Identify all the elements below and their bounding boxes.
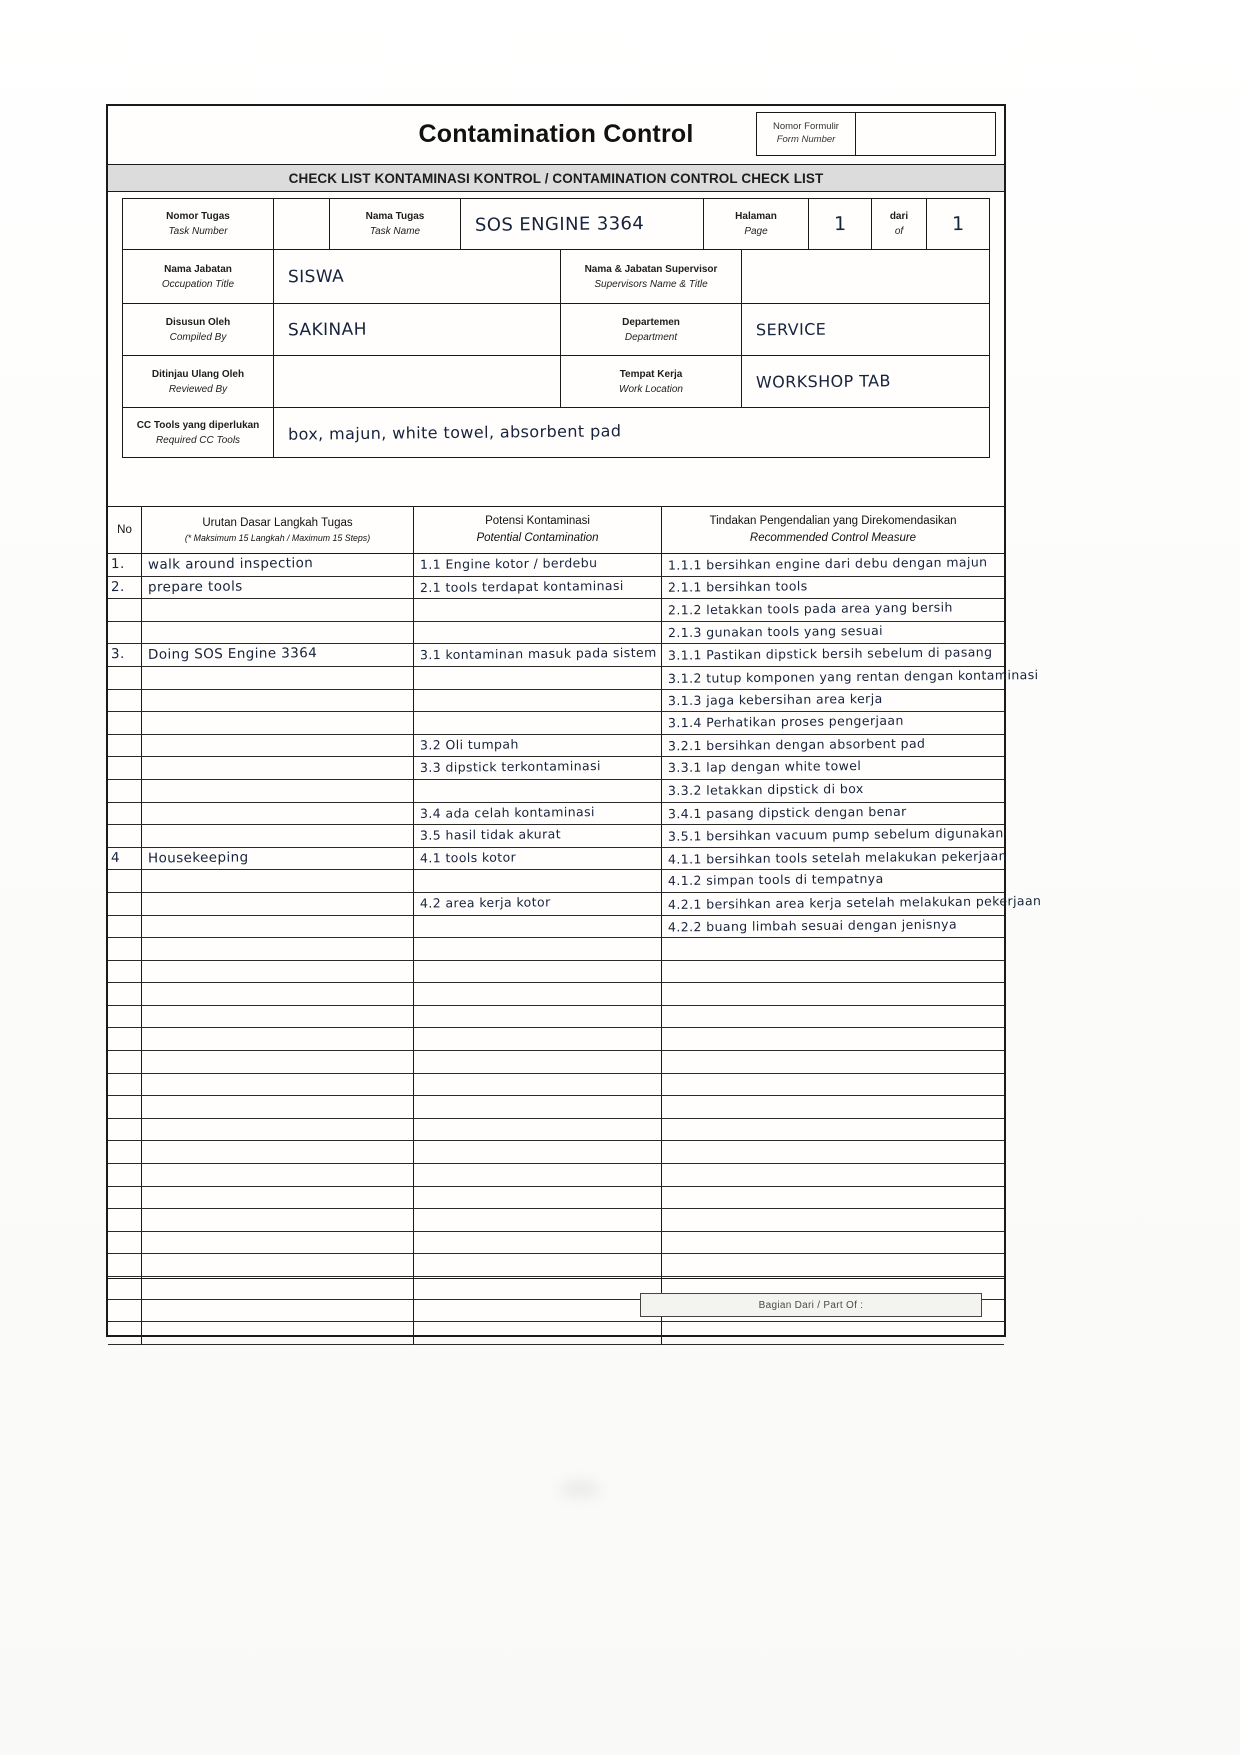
cell-measure[interactable]: [662, 961, 1004, 984]
cell-contamination[interactable]: [414, 1254, 662, 1277]
page-of-label: dari of: [872, 199, 927, 249]
cell-contamination[interactable]: [414, 644, 662, 667]
header-measure: Tindakan Pengendalian yang Direkomendasikan Recommended Control Measure: [709, 515, 957, 544]
cell-no[interactable]: [108, 577, 142, 600]
cell-contamination[interactable]: [414, 1141, 662, 1164]
header-contamination: Potensi Kontaminasi Potential Contamination: [414, 507, 662, 553]
cell-measure[interactable]: [662, 644, 1004, 667]
table-header-row: [108, 507, 1004, 554]
table-row: [108, 1141, 1004, 1164]
cell-step[interactable]: [142, 893, 414, 916]
cell-no[interactable]: [108, 735, 142, 758]
department-value[interactable]: SERVICE: [755, 319, 827, 340]
cell-step[interactable]: [142, 1096, 414, 1119]
cell-no[interactable]: [108, 893, 142, 916]
cell-no[interactable]: [108, 1096, 142, 1119]
work-location-value[interactable]: WORKSHOP TAB: [755, 371, 891, 392]
table-row: [108, 1096, 1004, 1119]
page-label: Halaman Page: [704, 199, 809, 249]
cell-no[interactable]: [108, 554, 142, 577]
cell-measure[interactable]: [662, 712, 1004, 735]
cell-step[interactable]: [142, 803, 414, 826]
cell-no-text: 3.: [110, 646, 125, 663]
cell-measure[interactable]: [662, 757, 1004, 780]
cell-measure[interactable]: [662, 1187, 1004, 1210]
page-title: Contamination Control: [418, 120, 694, 148]
table-row: [108, 847, 1007, 871]
cell-contamination[interactable]: [414, 690, 662, 713]
cell-measure[interactable]: [662, 1232, 1004, 1255]
compiled-row: [122, 304, 990, 356]
cell-step[interactable]: [142, 712, 414, 735]
compiled-by-value[interactable]: SAKINAH: [274, 304, 561, 355]
cell-measure-text: 3.1.1 Pastikan dipstick bersih sebelum di pasang: [667, 644, 993, 664]
cell-contamination-text: 2.1 tools terdapat kontaminasi: [419, 577, 624, 595]
required-tools-row: [122, 408, 990, 458]
cell-contamination[interactable]: [414, 599, 662, 622]
cell-step[interactable]: [142, 1164, 414, 1187]
cell-contamination[interactable]: [414, 712, 662, 735]
cell-no-text: 2.: [110, 578, 125, 595]
cell-no[interactable]: [108, 780, 142, 803]
cell-contamination[interactable]: [414, 848, 662, 871]
table-row: [108, 1254, 1004, 1277]
table-body: [108, 554, 1042, 1345]
cell-contamination-text: 3.2 Oli tumpah: [419, 736, 519, 753]
header-no: No: [108, 507, 142, 553]
cell-measure[interactable]: [662, 1209, 1004, 1232]
cell-no[interactable]: [108, 983, 142, 1006]
cell-no[interactable]: [108, 1141, 142, 1164]
cell-measure-text: 3.1.4 Perhatikan proses pengerjaan: [667, 712, 904, 731]
cell-no[interactable]: [108, 1006, 142, 1029]
cell-no[interactable]: [108, 961, 142, 984]
cell-contamination[interactable]: [414, 916, 662, 939]
cell-step[interactable]: [142, 961, 414, 984]
cell-measure[interactable]: [662, 690, 1004, 713]
cell-contamination[interactable]: [414, 667, 662, 690]
cell-measure[interactable]: [662, 599, 1004, 622]
page-current-value[interactable]: 1: [809, 199, 872, 249]
cell-measure[interactable]: [662, 825, 1004, 848]
form-number-label-en: Form Number: [776, 134, 836, 145]
cell-contamination-text: 4.1 tools kotor: [419, 849, 517, 866]
cell-step-text: Doing SOS Engine 3364: [147, 645, 318, 664]
cell-measure[interactable]: [662, 1164, 1004, 1187]
table-row: [108, 690, 1004, 713]
reviewed-by-value[interactable]: [274, 356, 561, 407]
cell-measure[interactable]: [662, 803, 1004, 826]
cell-step[interactable]: [142, 757, 414, 780]
cell-no[interactable]: [108, 644, 142, 667]
supervisor-label: Nama & Jabatan Supervisor Supervisors Name & Title: [561, 250, 742, 303]
cell-step[interactable]: [142, 1051, 414, 1074]
cell-contamination-text: 3.1 kontaminan masuk pada sistem: [419, 645, 657, 663]
table-row: [108, 577, 1004, 600]
task-name-value[interactable]: SOS ENGINE 3364: [461, 199, 704, 249]
cell-no[interactable]: [108, 1232, 142, 1255]
part-of-note: Bagian Dari / Part Of :: [640, 1293, 982, 1317]
cell-contamination[interactable]: [414, 1119, 662, 1142]
cell-no[interactable]: [108, 870, 142, 893]
cell-contamination[interactable]: [414, 1074, 662, 1097]
cell-contamination[interactable]: [414, 938, 662, 961]
cell-measure-text: 3.1.3 jaga kebersihan area kerja: [667, 690, 883, 708]
cell-step[interactable]: [142, 577, 414, 600]
occupation-label: Nama Jabatan Occupation Title: [123, 250, 274, 303]
table-row: [108, 938, 1004, 961]
cell-step[interactable]: [142, 1006, 414, 1029]
cell-contamination-text: 3.5 hasil tidak akurat: [419, 826, 562, 843]
cell-measure[interactable]: [662, 554, 1004, 577]
cell-no[interactable]: [108, 1164, 142, 1187]
cell-measure-text: 4.2.2 buang limbah sesuai dengan jenisnya: [667, 915, 958, 935]
cell-contamination[interactable]: [414, 1209, 662, 1232]
cell-step[interactable]: [142, 870, 414, 893]
table-row: [108, 803, 1004, 826]
cell-measure-text: 4.1.1 bersihkan tools setelah melakukan pekerjaan: [667, 847, 1007, 867]
work-location-label: Tempat Kerja Work Location: [561, 356, 742, 407]
cell-no[interactable]: [108, 1051, 142, 1074]
cell-step[interactable]: [142, 690, 414, 713]
cell-no[interactable]: [108, 712, 142, 735]
cell-measure-text: 2.1.2 letakkan tools pada area yang bersih: [667, 599, 953, 618]
cell-contamination[interactable]: [414, 870, 662, 893]
cell-step[interactable]: [142, 1254, 414, 1277]
required-tools-label: CC Tools yang diperlukan Required CC Tools: [123, 408, 274, 457]
cell-step[interactable]: [142, 1074, 414, 1097]
cell-measure-text: 4.2.1 bersihkan area kerja setelah melakukan pekerjaan: [667, 892, 1042, 912]
cell-no[interactable]: [108, 1209, 142, 1232]
table-row: [108, 1074, 1004, 1097]
cell-no[interactable]: [108, 1028, 142, 1051]
cell-measure[interactable]: [662, 1141, 1004, 1164]
cell-measure[interactable]: [662, 1006, 1004, 1029]
cell-measure[interactable]: [662, 1119, 1004, 1142]
cell-measure[interactable]: [662, 983, 1004, 1006]
table-row: [108, 1119, 1004, 1142]
checklist-table: [108, 506, 1042, 1345]
cell-measure[interactable]: [662, 735, 1004, 758]
form-number-label: [757, 113, 856, 155]
cell-contamination-text: 3.3 dipstick terkontaminasi: [419, 758, 601, 776]
cell-measure-text: 2.1.3 gunakan tools yang sesuai: [667, 622, 884, 640]
cell-contamination[interactable]: [414, 983, 662, 1006]
cell-contamination[interactable]: [414, 1006, 662, 1029]
cell-measure-text: 2.1.1 bersihkan tools: [667, 577, 808, 595]
table-row: [108, 780, 1004, 803]
cell-step[interactable]: [142, 667, 414, 690]
cell-contamination[interactable]: [414, 1028, 662, 1051]
table-row: [108, 916, 1004, 939]
table-row: [108, 599, 1004, 622]
info-bands: [108, 198, 1004, 458]
cell-step[interactable]: [142, 1028, 414, 1051]
table-row: [108, 1006, 1004, 1029]
task-name-label: Nama Tugas Task Name: [330, 199, 461, 249]
cell-measure[interactable]: [662, 1028, 1004, 1051]
cell-no-text: 1.: [110, 555, 125, 573]
cell-step[interactable]: [142, 938, 414, 961]
table-row: [108, 554, 1004, 577]
cell-contamination[interactable]: [414, 961, 662, 984]
cell-step[interactable]: [142, 916, 414, 939]
task-number-label: Nomor Tugas Task Number: [123, 199, 274, 249]
cell-no-text: 4: [110, 849, 121, 866]
cell-no[interactable]: [108, 599, 142, 622]
cell-step-text: Housekeeping: [147, 849, 249, 867]
cell-no[interactable]: [108, 1187, 142, 1210]
cell-measure-text: 3.3.2 letakkan dipstick di box: [667, 780, 864, 798]
cell-contamination[interactable]: [414, 1051, 662, 1074]
cell-no[interactable]: [108, 622, 142, 645]
page-total-value[interactable]: 1: [951, 212, 965, 236]
cell-no[interactable]: [108, 690, 142, 713]
cell-contamination[interactable]: [414, 893, 662, 916]
table-row: [108, 892, 1042, 916]
table-row: [108, 1232, 1004, 1255]
cell-step[interactable]: [142, 644, 414, 667]
table-row: [108, 757, 1004, 780]
cell-measure-text: 4.1.2 simpan tools di tempatnya: [667, 871, 884, 889]
table-row: [108, 712, 1004, 735]
cell-step[interactable]: [142, 735, 414, 758]
cell-no[interactable]: [108, 848, 142, 871]
cell-measure[interactable]: [662, 1074, 1004, 1097]
task-row: [122, 198, 990, 250]
cell-no[interactable]: [108, 803, 142, 826]
cell-contamination-text: 4.2 area kerja kotor: [419, 894, 551, 911]
cell-measure[interactable]: [662, 1096, 1004, 1119]
cell-contamination[interactable]: [414, 1164, 662, 1187]
supervisor-value[interactable]: [742, 250, 989, 303]
cell-step[interactable]: [142, 1119, 414, 1142]
reviewed-row: [122, 356, 990, 408]
cell-measure[interactable]: [662, 577, 1004, 600]
cell-measure-text: 3.4.1 pasang dipstick dengan benar: [667, 803, 907, 821]
cell-contamination-text: 1.1 Engine kotor / berdebu: [419, 555, 598, 572]
cell-measure[interactable]: [662, 892, 1042, 916]
cell-measure[interactable]: [662, 1051, 1004, 1074]
cell-step[interactable]: [142, 983, 414, 1006]
table-row: [108, 1164, 1004, 1187]
cell-step[interactable]: [142, 554, 414, 577]
reviewed-by-label: Ditinjau Ulang Oleh Reviewed By: [123, 356, 274, 407]
department-label: Departemen Department: [561, 304, 742, 355]
cell-no[interactable]: [108, 1254, 142, 1277]
table-row: [108, 1051, 1004, 1074]
cell-measure-text: 3.1.2 tutup komponen yang rentan dengan kontaminasi: [667, 667, 1039, 686]
cell-measure-text: 3.3.1 lap dengan white towel: [667, 758, 862, 776]
cell-measure[interactable]: [662, 870, 1004, 893]
cell-contamination[interactable]: [414, 757, 662, 780]
cell-measure[interactable]: [662, 622, 1004, 645]
cell-contamination[interactable]: [414, 1232, 662, 1255]
cell-measure-text: 3.2.1 bersihkan dengan absorbent pad: [667, 735, 926, 754]
occupation-row: [122, 250, 990, 304]
cell-measure[interactable]: [662, 938, 1004, 961]
table-row: [108, 735, 1004, 758]
cell-no[interactable]: [108, 825, 142, 848]
table-row: [108, 622, 1004, 645]
table-row: [108, 961, 1004, 984]
cell-contamination[interactable]: [414, 735, 662, 758]
table-row: [108, 667, 1039, 690]
cell-no[interactable]: [108, 916, 142, 939]
cell-step[interactable]: [142, 1209, 414, 1232]
cell-measure[interactable]: [662, 916, 1004, 939]
required-tools-value[interactable]: box, majun, white towel, absorbent pad: [287, 421, 622, 444]
cell-step[interactable]: [142, 848, 414, 871]
cell-measure-text: 3.5.1 bersihkan vacuum pump sebelum digunakan: [667, 825, 1004, 844]
title-row: [108, 106, 1004, 165]
cell-contamination[interactable]: [414, 577, 662, 600]
cell-no[interactable]: [108, 938, 142, 961]
table-row: [108, 983, 1004, 1006]
cell-measure[interactable]: [662, 1254, 1004, 1277]
cell-step[interactable]: [142, 599, 414, 622]
checklist-table-wrap: [108, 506, 1042, 1335]
cell-step[interactable]: [142, 1141, 414, 1164]
cell-no[interactable]: [108, 1119, 142, 1142]
table-row: [108, 825, 1004, 848]
cell-step[interactable]: [142, 1187, 414, 1210]
cell-contamination[interactable]: [414, 622, 662, 645]
cell-step[interactable]: [142, 825, 414, 848]
cell-step[interactable]: [142, 622, 414, 645]
checklist-banner: CHECK LIST KONTAMINASI KONTROL / CONTAMINATION CONTROL CHECK LIST: [108, 165, 1004, 192]
cell-measure-text: 1.1.1 bersihkan engine dari debu dengan majun: [667, 554, 988, 573]
table-row: [108, 644, 1004, 667]
cell-contamination-text: 3.4 ada celah kontaminasi: [419, 803, 595, 821]
cell-no[interactable]: [108, 667, 142, 690]
form-number-label-id: Nomor Formulir: [773, 121, 839, 133]
header-steps: Urutan Dasar Langkah Tugas (* Maksimum 15 Langkah / Maximum 15 Steps): [142, 507, 414, 553]
occupation-value[interactable]: SISWA: [274, 250, 561, 303]
form-footer: [108, 1278, 1004, 1335]
form-sheet: [106, 104, 1042, 1337]
compiled-by-label: Disusun Oleh Compiled By: [123, 304, 274, 355]
cell-measure[interactable]: [662, 667, 1039, 690]
task-number-value[interactable]: [274, 199, 330, 249]
cell-contamination[interactable]: [414, 554, 662, 577]
form-number-box: [756, 112, 996, 156]
cell-step[interactable]: [142, 1232, 414, 1255]
cell-contamination[interactable]: [414, 803, 662, 826]
table-row: [108, 870, 1004, 893]
table-row: [108, 1028, 1004, 1051]
cell-step-text: walk around inspection: [147, 555, 314, 573]
cell-contamination[interactable]: [414, 780, 662, 803]
cell-no[interactable]: [108, 757, 142, 780]
table-row: [108, 1187, 1004, 1210]
cell-step-text: prepare tools: [147, 578, 243, 596]
form-number-value[interactable]: [856, 113, 995, 155]
cell-measure[interactable]: [662, 780, 1004, 803]
cell-contamination[interactable]: [414, 1187, 662, 1210]
cell-measure[interactable]: [662, 847, 1007, 871]
cell-step[interactable]: [142, 780, 414, 803]
cell-no[interactable]: [108, 1074, 142, 1097]
cell-contamination[interactable]: [414, 825, 662, 848]
table-row: [108, 1209, 1004, 1232]
cell-contamination[interactable]: [414, 1096, 662, 1119]
